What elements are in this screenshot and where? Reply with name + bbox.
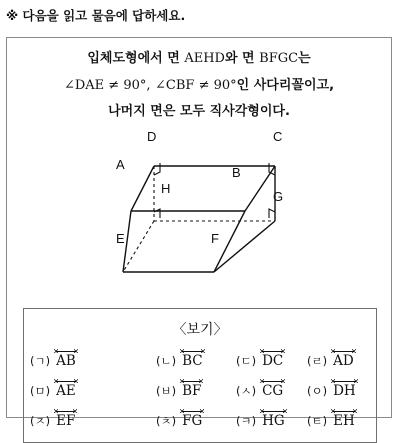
bogi-item: (ㅌ) EH bbox=[307, 409, 355, 429]
vertex-label-e: E bbox=[116, 231, 125, 246]
vertex-label-h: H bbox=[161, 181, 171, 196]
bogi-item: (ㅈ) EF bbox=[30, 409, 75, 429]
bogi-item: (ㄹ) AD bbox=[307, 349, 354, 369]
bogi-item: (ㅁ) AE bbox=[30, 379, 76, 399]
bogi-item: (ㅊ) FG bbox=[156, 409, 202, 429]
angle-cbf: ∠CBF ≠ 90° bbox=[155, 78, 237, 93]
instruction-text: ※ 다음을 읽고 물음에 답하세요. bbox=[6, 8, 186, 23]
statement-text: 인 사다리꼴이고, bbox=[236, 78, 335, 93]
bogi-item: (ㅅ) CG bbox=[236, 379, 283, 399]
bogi-item: (ㅇ) DH bbox=[307, 379, 356, 399]
vertex-label-a: A bbox=[116, 157, 125, 172]
vertex-label-g: G bbox=[273, 189, 284, 204]
vertex-label-c: C bbox=[273, 129, 283, 144]
face-bfgc: BFGC bbox=[259, 51, 299, 66]
problem-box bbox=[6, 37, 392, 429]
bogi-item: (ㅋ) HG bbox=[236, 409, 285, 429]
vertex-label-f: F bbox=[211, 231, 219, 246]
bogi-box bbox=[23, 308, 377, 443]
visible-edges bbox=[123, 166, 275, 272]
angle-dae: ∠DAE ≠ 90°, bbox=[63, 78, 151, 93]
face-aehd: AEHD bbox=[184, 51, 225, 66]
statement-text: 와 면 bbox=[224, 51, 255, 66]
vertex-label-d: D bbox=[147, 129, 157, 144]
statement-text: 는 bbox=[298, 51, 311, 66]
statement-line-3: 나머지 면은 모두 직사각형이다. bbox=[108, 104, 290, 119]
right-angle-marks bbox=[154, 163, 275, 218]
bogi-item: (ㄴ) BC bbox=[156, 349, 203, 369]
statement-text: 입체도형에서 면 bbox=[87, 51, 180, 66]
bogi-title: 〈보기〉 bbox=[172, 322, 228, 338]
bogi-item: (ㅂ) BF bbox=[156, 379, 201, 399]
solid-figure bbox=[7, 38, 393, 308]
bogi-item: (ㄱ) AB bbox=[30, 349, 76, 369]
vertex-label-b: B bbox=[232, 165, 241, 180]
bogi-item: (ㄷ) DC bbox=[236, 349, 283, 369]
